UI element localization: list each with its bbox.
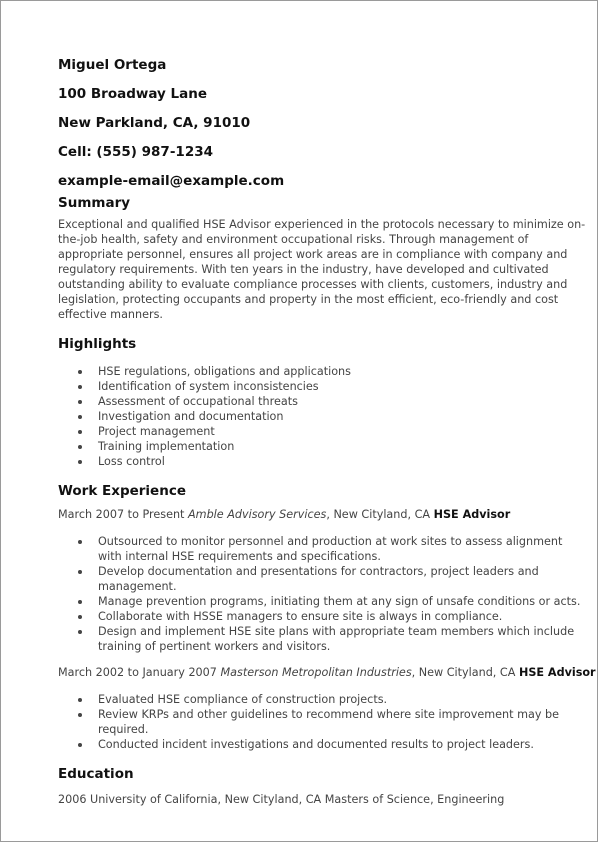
list-item: Assessment of occupational threats bbox=[98, 394, 586, 409]
summary-text: Exceptional and qualified HSE Advisor experienced in the protocols necessary to minimize on-the-job health, safety and environment occupational risks. Through management of appropriate personnel, ensures all project work areas are in compliance with company and regulatory requirements. With ten years in the industry, have developed and cultivated outstanding ability to evaluate compliance processes with clients, customers, industry and legislation, protecting occupants and property in the most efficient, eco-friendly and cost effective manners. bbox=[58, 218, 586, 321]
job-entry bbox=[58, 507, 586, 654]
list-item: Design and implement HSE site plans with appropriate team members which include training of pertinent workers and visitors. bbox=[98, 624, 586, 654]
contact-email: example-email@example.com bbox=[58, 173, 285, 189]
experience-heading: Work Experience bbox=[58, 483, 186, 499]
list-item: Outsourced to monitor personnel and production at work sites to assess alignment with internal HSE requirements and specifications. bbox=[98, 534, 586, 564]
contact-cell: Cell: (555) 987-1234 bbox=[58, 144, 213, 160]
list-item: Identification of system inconsistencies bbox=[98, 379, 586, 394]
list-item: Collaborate with HSSE managers to ensure site is always in compliance. bbox=[98, 609, 586, 624]
job-company: Amble Advisory Services bbox=[188, 508, 327, 521]
job-bullets bbox=[58, 534, 586, 654]
job-dates: March 2002 to January 2007 bbox=[58, 666, 217, 679]
education-section bbox=[58, 766, 586, 807]
job-location: , New Cityland, CA bbox=[411, 666, 516, 679]
list-item: Project management bbox=[98, 424, 586, 439]
summary-heading: Summary bbox=[58, 195, 131, 211]
list-item: HSE regulations, obligations and applications bbox=[98, 364, 586, 379]
job-dates: March 2007 to Present bbox=[58, 508, 185, 521]
job-bullets bbox=[58, 692, 586, 752]
contact-city: New Parkland, CA, 91010 bbox=[58, 115, 251, 131]
contact-name: Miguel Ortega bbox=[58, 57, 167, 73]
job-title: HSE Advisor bbox=[518, 666, 596, 679]
job-header bbox=[58, 665, 596, 680]
list-item: Conducted incident investigations and documented results to project leaders. bbox=[98, 737, 586, 752]
summary-section bbox=[58, 195, 586, 322]
experience-section bbox=[58, 483, 596, 752]
list-item: Investigation and documentation bbox=[98, 409, 586, 424]
job-location: , New Cityland, CA bbox=[326, 508, 431, 521]
contact-address: 100 Broadway Lane bbox=[58, 86, 208, 102]
education-line: 2006 University of California, New Cityland, CA Masters of Science, Engineering bbox=[58, 793, 505, 806]
job-entry bbox=[58, 665, 596, 752]
job-company: Masterson Metropolitan Industries bbox=[220, 666, 412, 679]
highlights-heading: Highlights bbox=[58, 336, 137, 352]
list-item: Manage prevention programs, initiating them at any sign of unsafe conditions or acts. bbox=[98, 594, 586, 609]
list-item: Loss control bbox=[98, 454, 586, 469]
resume-content bbox=[58, 57, 596, 807]
job-header bbox=[58, 507, 586, 522]
list-item: Develop documentation and presentations for contractors, project leaders and management. bbox=[98, 564, 586, 594]
list-item: Evaluated HSE compliance of construction projects. bbox=[98, 692, 586, 707]
contact-block bbox=[58, 57, 586, 202]
highlights-list bbox=[58, 364, 586, 469]
list-item: Review KRPs and other guidelines to recommend where site improvement may be required. bbox=[98, 707, 586, 737]
list-item: Training implementation bbox=[98, 439, 586, 454]
job-title: HSE Advisor bbox=[433, 508, 511, 521]
highlights-section bbox=[58, 336, 586, 469]
education-heading: Education bbox=[58, 766, 134, 782]
